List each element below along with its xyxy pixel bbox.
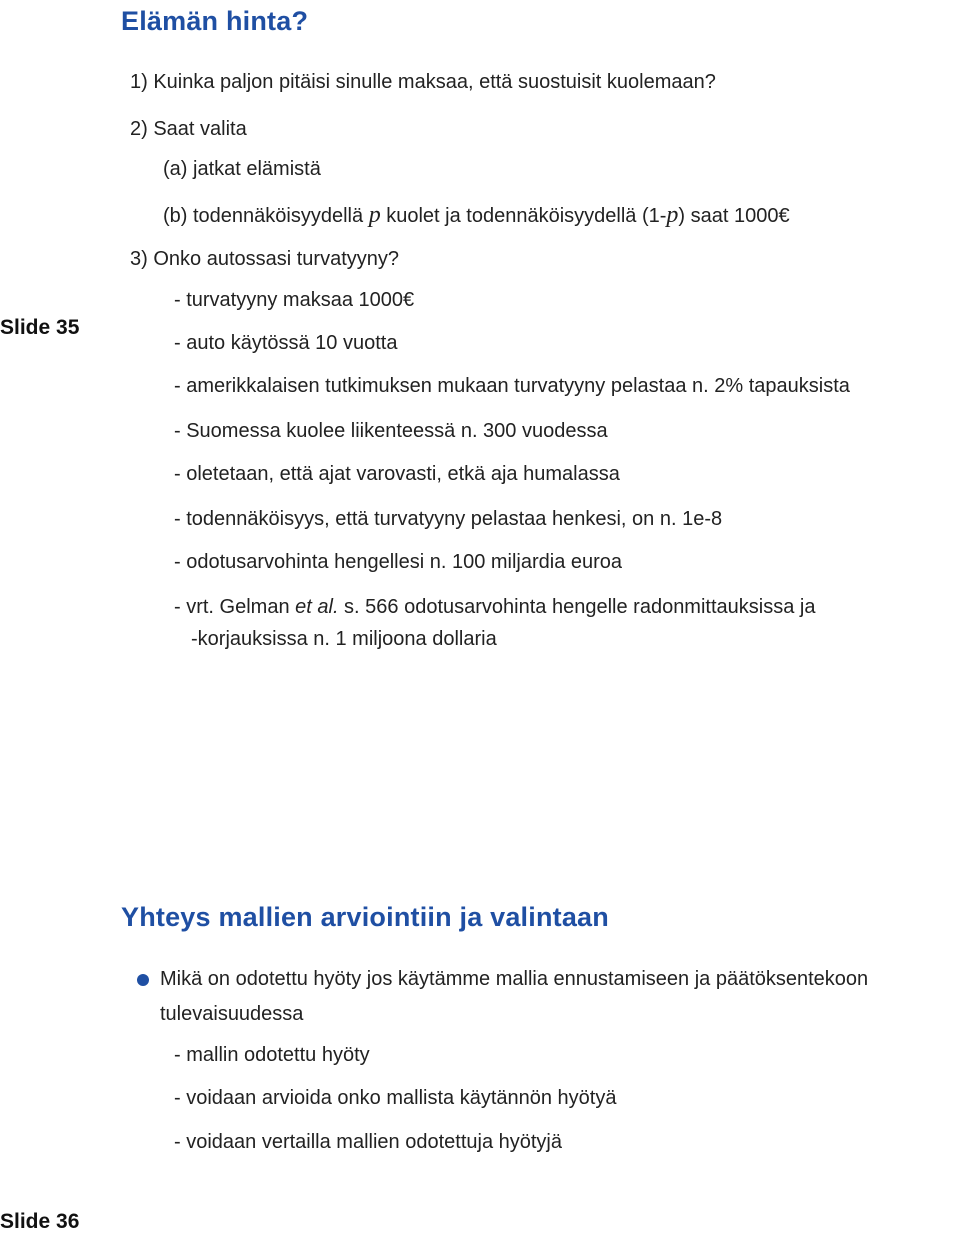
list-item: - auto käytössä 10 vuotta	[174, 332, 398, 354]
reference-et-al: et al.	[295, 596, 339, 618]
option-b	[163, 202, 790, 229]
slide-35-label: Slide 35	[0, 316, 80, 339]
question-3: 3) Onko autossasi turvatyyny?	[130, 248, 400, 270]
list-item: - voidaan arvioida onko mallista käytännön hyötyä	[174, 1087, 617, 1109]
list-item: - odotusarvohinta hengellesi n. 100 miljardia euroa	[174, 551, 623, 573]
list-item: - amerikkalaisen tutkimuksen mukaan turvatyyny pelastaa n. 2% tapauksista	[174, 375, 850, 397]
question-2: 2) Saat valita	[130, 118, 247, 140]
option-a: (a) jatkat elämistä	[163, 158, 321, 180]
reference-pre: - vrt. Gelman	[174, 596, 296, 618]
option-b-post: ) saat 1000€	[678, 205, 790, 227]
reference-post: s. 566 odotusarvohinta hengelle radonmittauksissa ja	[338, 596, 816, 618]
list-item: - oletetaan, että ajat varovasti, etkä aja humalassa	[174, 463, 620, 485]
question-1: 1) Kuinka paljon pitäisi sinulle maksaa, että suostuisit kuolemaan?	[130, 71, 716, 93]
list-item: - todennäköisyys, että turvatyyny pelastaa henkesi, on n. 1e-8	[174, 508, 723, 530]
slide-35-title: Elämän hinta?	[121, 6, 309, 36]
list-item-reference	[174, 596, 815, 619]
bullet-icon	[137, 974, 149, 986]
probability-symbol: p	[666, 202, 679, 228]
bullet-text-line-2: tulevaisuudessa	[160, 1003, 304, 1025]
list-item: - Suomessa kuolee liikenteessä n. 300 vuodessa	[174, 420, 608, 442]
list-item: - voidaan vertailla mallien odotettuja hyötyjä	[174, 1131, 562, 1153]
slide-36-label: Slide 36	[0, 1210, 80, 1233]
option-b-mid: kuolet ja todennäköisyydellä (1-	[380, 205, 667, 227]
list-item: - mallin odotettu hyöty	[174, 1044, 370, 1066]
list-item-reference-continued: -korjauksissa n. 1 miljoona dollaria	[191, 628, 497, 650]
option-b-pre: (b) todennäköisyydellä	[163, 205, 369, 227]
slide-36-title: Yhteys mallien arviointiin ja valintaan	[121, 902, 609, 932]
list-item: - turvatyyny maksaa 1000€	[174, 289, 415, 311]
probability-symbol: p	[368, 202, 381, 228]
bullet-text-line-1: Mikä on odotettu hyöty jos käytämme mallia ennustamiseen ja päätöksentekoon	[160, 968, 869, 990]
